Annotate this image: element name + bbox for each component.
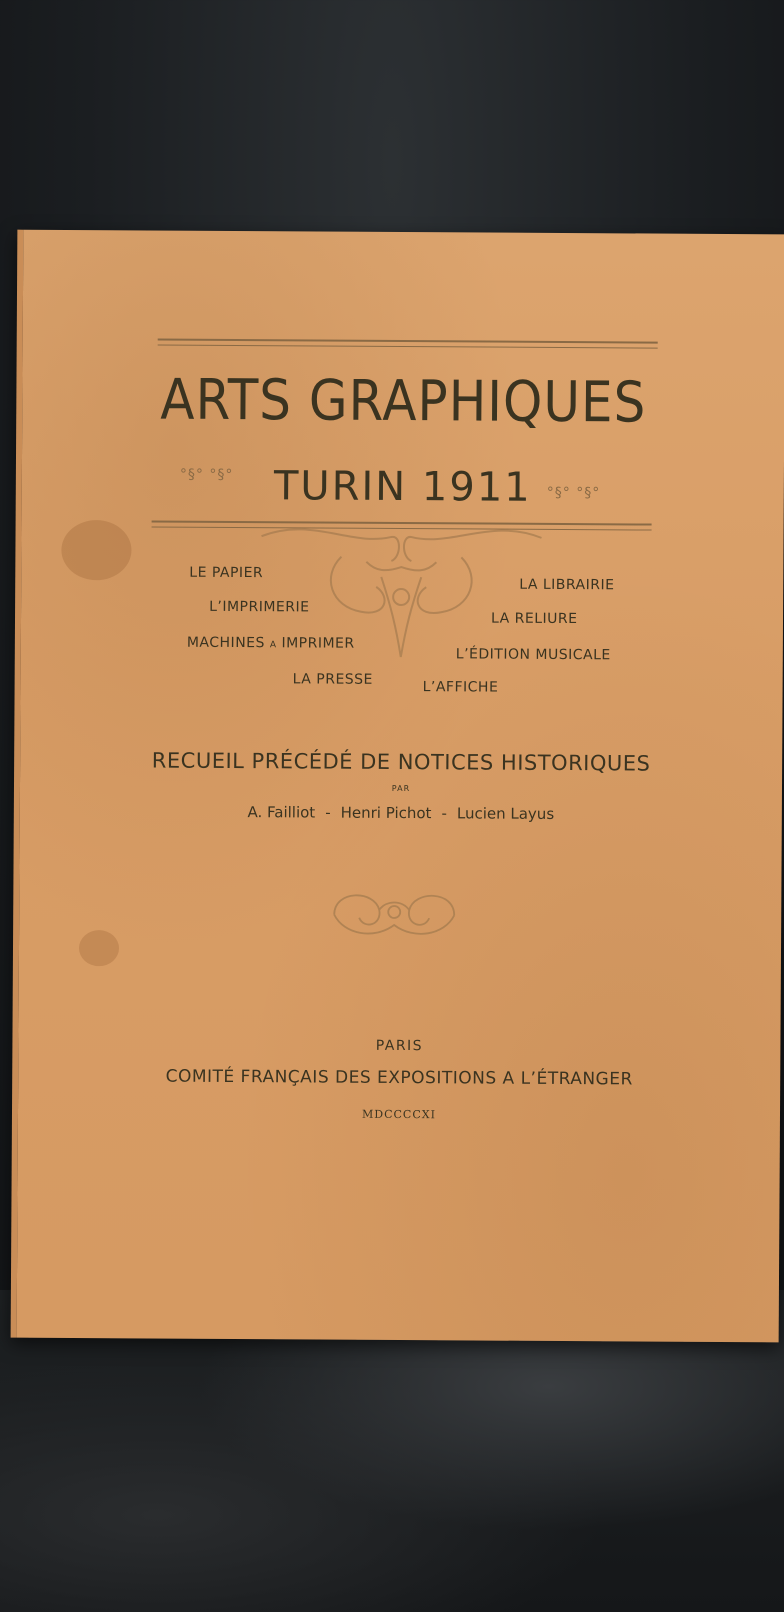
publication-year: MDCCCCXI	[361, 1107, 437, 1122]
ornament-left: °§° °§°	[179, 466, 234, 483]
book-cover	[11, 230, 784, 1343]
cover-title: ARTS GRAPHIQUES	[160, 367, 647, 435]
cover-subtitle: TURIN 1911	[273, 463, 532, 511]
paper-stain	[61, 520, 131, 580]
author-list	[20, 802, 782, 825]
topic-connector: A	[269, 640, 277, 651]
paper-stain	[79, 930, 119, 966]
top-rule	[158, 339, 658, 344]
topic-imprimerie: L’IMPRIMERIE	[209, 598, 310, 616]
center-ornament	[324, 880, 464, 951]
ornament-right: °§° °§°	[546, 484, 601, 502]
topic-affiche: L’AFFICHE	[422, 679, 499, 696]
topic-la-presse: LA PRESSE	[292, 671, 373, 688]
author-separator: -	[441, 804, 447, 823]
topic-le-papier: LE PAPIER	[189, 564, 264, 582]
author-pichot: Henri Pichot	[340, 803, 432, 823]
top-rule-thin	[158, 345, 658, 349]
author-layus: Lucien Layus	[456, 804, 555, 823]
author-separator: -	[325, 803, 331, 822]
publisher-city: PARIS	[375, 1037, 424, 1055]
author-failliot: A. Failliot	[247, 803, 316, 822]
recueil-heading: RECUEIL PRÉCÉDÉ DE NOTICES HISTORIQUES	[151, 748, 651, 776]
topic-edition-musicale: L’ÉDITION MUSICALE	[455, 646, 611, 664]
topic-la-reliure: LA RELIURE	[490, 610, 578, 628]
publisher-name: COMITÉ FRANÇAIS DES EXPOSITIONS A L’ÉTRANGER	[165, 1066, 633, 1090]
topic-machines: MACHINES	[186, 634, 265, 652]
topic-machines-a-imprimer	[187, 635, 355, 652]
topic-la-librairie: LA LIBRAIRIE	[519, 576, 615, 594]
par-label: PAR	[391, 783, 411, 794]
topic-imprimer: IMPRIMER	[281, 635, 355, 652]
